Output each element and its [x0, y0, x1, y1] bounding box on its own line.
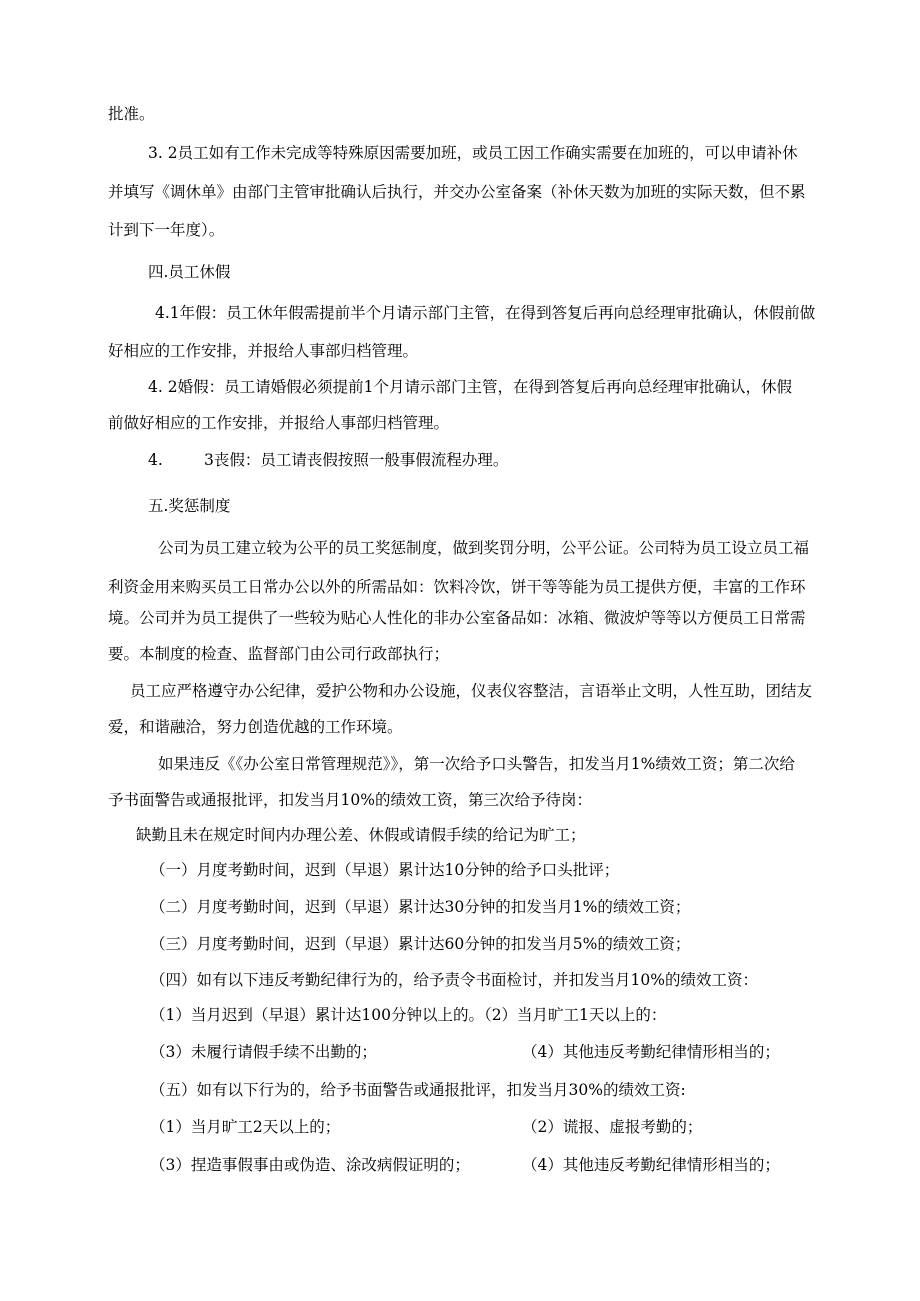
text-line: 批准。 — [108, 105, 155, 123]
text-line: 4. 2婚假：员工请婚假必须提前1个月请示部门主管，在得到答复后再向总经理审批确认，休假 — [148, 378, 792, 396]
list-item: （2）谎报、虚报考勤的； — [522, 1118, 703, 1136]
text-line: 要。本制度的检查、监督部门由公司行政部执行； — [108, 645, 450, 663]
text-line: 计到下一年度）。 — [108, 221, 225, 239]
text-line: 好相应的工作安排，并报给人事部归档管理。 — [108, 342, 419, 360]
text-line: 并填写《调休单》由部门主管审批确认后执行，并交办公室备案（补休天数为加班的实际天数，但不累 — [108, 183, 806, 201]
text-line: 3丧假：员工请丧假按照一般事假流程办理。 — [204, 451, 509, 469]
text-line: 前做好相应的工作安排，并报给人事部归档管理。 — [108, 414, 450, 432]
list-item: （1）当月迟到（早退）累计达100分钟以上的。（2）当月旷工1天以上的： — [150, 1006, 667, 1024]
text-line: 缺勤且未在规定时间内办理公差、休假或请假手续的给记为旷工； — [136, 826, 586, 844]
list-item: （4）其他违反考勤纪律情形相当的； — [522, 1156, 780, 1174]
list-item: （3）未履行请假手续不出勤的； — [150, 1043, 377, 1061]
list-item: （3）捏造事假事由或伪造、涂改病假证明的； — [150, 1156, 470, 1174]
text-line: 境。公司并为员工提供了一些较为贴心人性化的非办公室备品如：冰箱、微波炉等等以方便员工日常需 — [108, 609, 806, 627]
list-item: （五）如有以下行为的，给予书面警告或通报批评，扣发当月30%的绩效工资: — [150, 1081, 686, 1099]
text-line: 利资金用来购买员工日常办公以外的所需品如：饮料冷饮，饼干等等能为员工提供方便，丰富的工作环 — [108, 578, 806, 596]
text-line: 如果违反《《办公室日常管理规范》》，第一次给予口头警告，扣发当月1%绩效工资；第二次给 — [158, 755, 795, 773]
section-heading: 五.奖惩制度 — [148, 497, 231, 515]
text-line: 3. 2员工如有工作未完成等特殊原因需要加班，或员工因工作确实需要在加班的，可以申请补休 — [148, 144, 798, 162]
list-item: （三）月度考勤时间，迟到（早退）累计达60分钟的扣发当月5%的绩效工资； — [150, 935, 691, 953]
text-line: 4.1年假：员工休年假需提前半个月请示部门主管，在得到答复后再向总经理审批确认，休假前做 — [155, 304, 816, 322]
text-line: 爱，和谐融洽，努力创造优越的工作环境。 — [108, 718, 403, 736]
list-item: （4）其他违反考勤纪律情形相当的； — [522, 1043, 780, 1061]
text-line: 公司为员工建立较为公平的员工奖惩制度，做到奖罚分明，公平公证。公司特为员工设立员工福 — [158, 539, 810, 557]
list-item: （一）月度考勤时间，迟到（早退）累计达10分钟的给予口头批评； — [150, 861, 620, 879]
list-item: （二）月度考勤时间，迟到（早退）累计达30分钟的扣发当月1%的绩效工资； — [150, 898, 691, 916]
text-line: 4. — [148, 451, 163, 469]
text-line: 员工应严格遵守办公纪律，爱护公物和办公设施，仪表仪容整洁，言语举止文明，人性互助，团结友 — [130, 682, 813, 700]
list-item: （四）如有以下违反考勤纪律行为的，给予责令书面检讨，并扣发当月10%的绩效工资： — [150, 971, 758, 989]
list-item: （1）当月旷工2天以上的； — [150, 1118, 341, 1136]
text-line: 予书面警告或通报批评，扣发当月10%的绩效工资，第三次给予待岗： — [108, 791, 592, 809]
section-heading: 四.员工休假 — [148, 263, 231, 281]
